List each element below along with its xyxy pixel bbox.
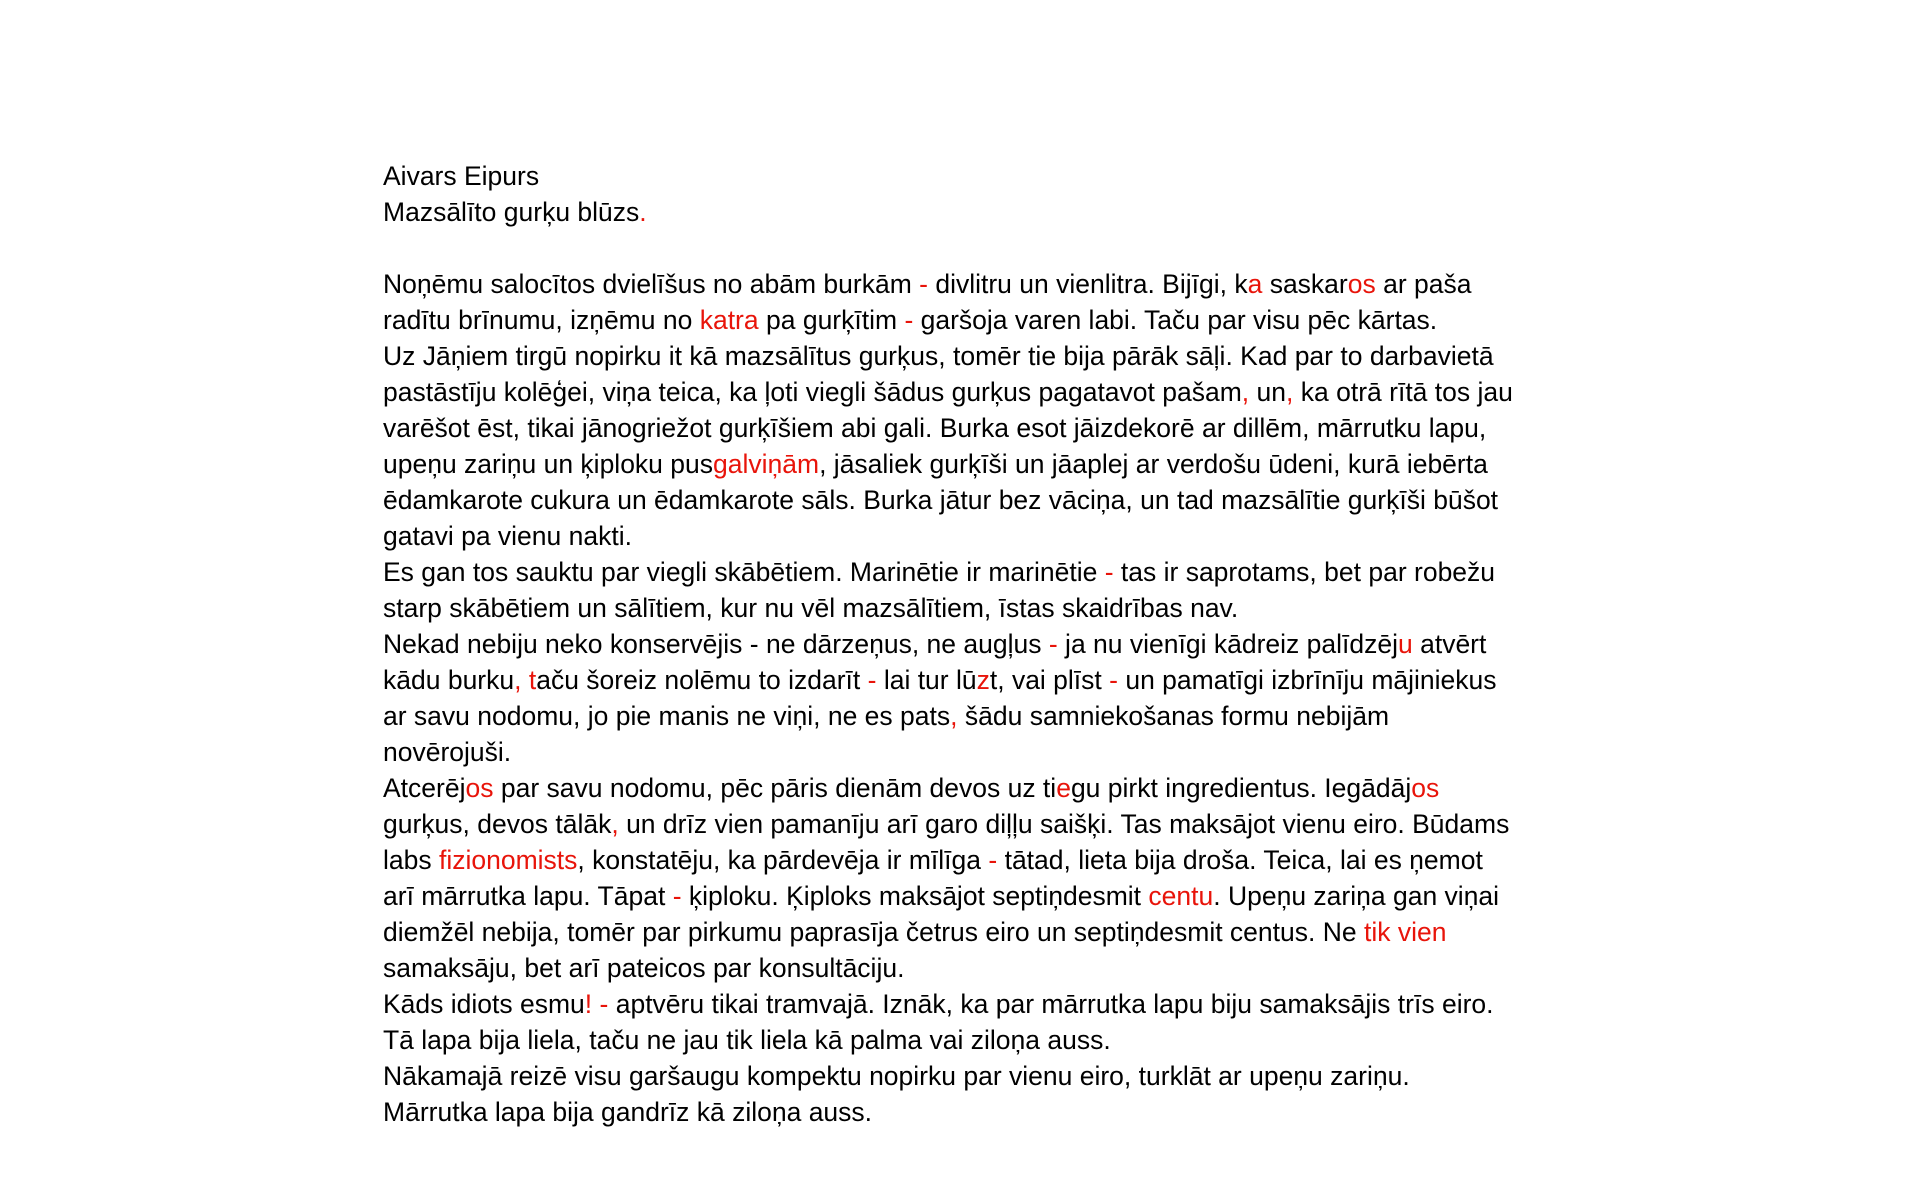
text-run: kādu burku [383, 665, 515, 695]
text-line [383, 446, 1563, 482]
highlighted-text: , t [514, 665, 537, 695]
highlighted-text: os [1411, 773, 1440, 803]
text-line [383, 1022, 1563, 1058]
text-line [383, 806, 1563, 842]
text-run: Tā lapa bija liela, taču ne jau tik liela kā palma vai ziloņa auss. [383, 1025, 1111, 1055]
text-line [383, 626, 1563, 662]
text-line [383, 734, 1563, 770]
text-run: lai tur lū [876, 665, 977, 695]
highlighted-text: tik vien [1363, 917, 1447, 947]
title-period: . [639, 197, 647, 227]
text-line [383, 914, 1563, 950]
text-line [383, 842, 1563, 878]
highlighted-text: , [1286, 377, 1294, 407]
text-run: ar paša [1375, 269, 1472, 299]
highlighted-text: katra [699, 305, 759, 335]
text-run: šādu samniekošanas formu nebijām [957, 701, 1390, 731]
text-run: gurķus, devos tālāk [383, 809, 612, 839]
document-body [383, 158, 1563, 1130]
text-line [383, 950, 1563, 986]
highlighted-text: os [465, 773, 494, 803]
highlighted-text: - [904, 305, 914, 335]
text-run: arī mārrutka lapu. Tāpat [383, 881, 673, 911]
text-run: ja nu vienīgi kādreiz palīdzēj [1057, 629, 1398, 659]
highlighted-text: galviņām [713, 449, 820, 479]
blank-line [383, 230, 1563, 266]
highlighted-text: , [950, 701, 958, 731]
highlighted-text: - [919, 269, 928, 299]
highlighted-text: - [672, 881, 682, 911]
text-run: , konstatēju, ka pārdevēja ir mīlīga [577, 845, 989, 875]
text-line [383, 302, 1563, 338]
text-line [383, 338, 1563, 374]
text-run: ar savu nodomu, jo pie manis ne viņi, ne es pats [383, 701, 951, 731]
text-run: Nekad nebiju neko konservējis - ne dārzeņus, ne augļus [383, 629, 1049, 659]
highlighted-text: u [1397, 629, 1413, 659]
text-run: atvērt [1412, 629, 1487, 659]
text-run: un drīz vien pamanīju arī garo diļļu saišķi. Tas maksājot vienu eiro. Būdams [618, 809, 1510, 839]
text-run: aču šoreiz nolēmu to izdarīt [536, 665, 868, 695]
text-line [383, 770, 1563, 806]
highlighted-text: centu [1148, 881, 1214, 911]
text-run: . Upeņu zariņa gan viņai [1213, 881, 1500, 911]
text-line [383, 554, 1563, 590]
text-run: tātad, lieta bija droša. Teica, lai es ņemot [997, 845, 1483, 875]
text-run: varēšot ēst, tikai jānogriežot gurķīšiem abi gali. Burka esot jāizdekorē ar dillēm, mārrutku lapu, [383, 413, 1487, 443]
text-line [383, 374, 1563, 410]
text-run: saskar [1262, 269, 1348, 299]
text-run: divlitru un vienlitra. Bijīgi, k [927, 269, 1248, 299]
text-run: Atcerēj [383, 773, 466, 803]
text-run: Nākamajā reizē visu garšaugu kompektu nopirku par vienu eiro, turklāt ar upeņu zariņu. [383, 1061, 1410, 1091]
text-run: Mārrutka lapa bija gandrīz kā ziloņa auss. [383, 1097, 873, 1127]
text-run: ēdamkarote cukura un ēdamkarote sāls. Burka jātur bez vāciņa, un tad mazsālītie gurķīši būšot [383, 485, 1499, 515]
highlighted-text: os [1347, 269, 1376, 299]
text-run: samaksāju, bet arī pateicos par konsultāciju. [383, 953, 905, 983]
highlighted-text: - [988, 845, 998, 875]
text-run: par savu nodomu, pēc pāris dienām devos uz ti [493, 773, 1057, 803]
text-run: aptvēru tikai tramvajā. Iznāk, ka par mārrutka lapu biju samaksājis trīs eiro. [608, 989, 1494, 1019]
highlighted-text: - [867, 665, 877, 695]
text-line [383, 410, 1563, 446]
text-line [383, 662, 1563, 698]
text-line [383, 590, 1563, 626]
text-run: un [1249, 377, 1287, 407]
text-line [383, 698, 1563, 734]
highlighted-text: , [611, 809, 619, 839]
text-run: tas ir saprotams, bet par robežu [1113, 557, 1496, 587]
text-run: upeņu zariņu un ķiploku pus [383, 449, 714, 479]
text-run: t, vai plīst [989, 665, 1110, 695]
text-run: Kāds idiots esmu [383, 989, 585, 1019]
text-run: pa gurķītim [758, 305, 905, 335]
text-run: novērojuši. [383, 737, 512, 767]
text-run: , jāsaliek gurķīši un jāaplej ar verdošu ūdeni, kurā iebērta [819, 449, 1488, 479]
highlighted-text: - [1109, 665, 1118, 695]
highlighted-text: e [1056, 773, 1071, 803]
text-run: ķiploku. Ķiploks maksājot septiņdesmit [681, 881, 1149, 911]
text-line [383, 482, 1563, 518]
text-run: radītu brīnumu, izņēmu no [383, 305, 700, 335]
text-line [383, 986, 1563, 1022]
text-line [383, 266, 1563, 302]
author-line: Aivars Eipurs [383, 161, 540, 191]
highlighted-text: , [1241, 377, 1250, 407]
text-run: ka otrā rītā tos jau [1293, 377, 1513, 407]
text-run: Es gan tos sauktu par viegli skābētiem. Marinētie ir marinētie [383, 557, 1105, 587]
title-text: Mazsālīto gurķu blūzs [383, 197, 640, 227]
text-run: pastāstīju kolēģei, viņa teica, ka ļoti viegli šādus gurķus pagatavot pašam [383, 377, 1242, 407]
text-run: garšoja varen labi. Taču par visu pēc kārtas. [913, 305, 1438, 335]
text-run: un pamatīgi izbrīnīju mājiniekus [1117, 665, 1497, 695]
document-title [383, 194, 1563, 230]
highlighted-text: a [1247, 269, 1263, 299]
text-run: Noņēmu salocītos dvielīšus no abām burkām [383, 269, 920, 299]
highlighted-text: fizionomists [438, 845, 578, 875]
text-line [383, 1058, 1563, 1094]
text-run: Uz Jāņiem tirgū nopirku it kā mazsālītus gurķus, tomēr tie bija pārāk sāļi. Kad par to darbavietā [383, 341, 1494, 371]
text-line [383, 1094, 1563, 1130]
highlighted-text: ! - [584, 989, 609, 1019]
text-run: labs [383, 845, 439, 875]
text-run: gatavi pa vienu nakti. [383, 521, 632, 551]
highlighted-text: - [1048, 629, 1058, 659]
text-run: gu pirkt ingredientus. Iegādāj [1070, 773, 1412, 803]
text-line [383, 878, 1563, 914]
highlighted-text: z [976, 665, 990, 695]
text-line [383, 518, 1563, 554]
text-run: diemžēl nebija, tomēr par pirkumu paprasīja četrus eiro un septiņdesmit centus. Ne [383, 917, 1364, 947]
highlighted-text: - [1104, 557, 1114, 587]
story-text [383, 266, 1563, 1130]
text-run: starp skābētiem un sālītiem, kur nu vēl mazsālītiem, īstas skaidrības nav. [383, 593, 1239, 623]
